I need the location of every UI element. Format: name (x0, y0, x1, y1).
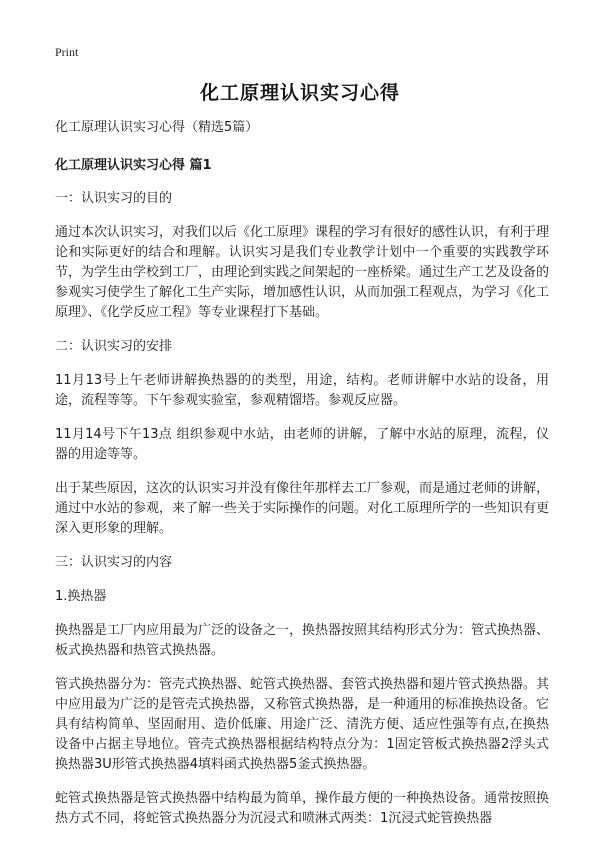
paragraph: 11月14号下午13点 组织参观中水站，由老师的讲解，了解中水站的原理，流程，仪器的用途等等。 (55, 427, 549, 462)
paragraph: 蛇管式换热器是管式换热器中结构最为简单，操作最方便的一种换热设备。通常按照换热方式不同，将蛇管式换热器分为沉浸式和喷淋式两类：1沉浸式蛇管换热器 (55, 791, 550, 826)
article-subtitle: 化工原理认识实习心得（精选5篇） (55, 120, 259, 135)
section-heading: 二：认识实习的安排 (55, 339, 173, 354)
section-title: 化工原理认识实习心得 篇1 (55, 158, 212, 173)
article-blocks (55, 189, 549, 829)
section-heading: 一：认识实习的目的 (55, 191, 173, 206)
section-heading: 1.换热器 (55, 589, 107, 604)
paragraph: 通过本次认识实习，对我们以后《化工原理》课程的学习有很好的感性认识，有利于理论和实际更好的结合和理解。认识实习是我们专业教学计划中一个重要的实践教学环节，为学生由学校到工厂，由理论到实践之间架起的一座桥梁。通过生产工艺及设备的参观实习使学生了解化工生产实际，增加感性认识，从而加强工程观点，为学习《化工原理》、《化学反应工程》等专业课程打下基础。 (55, 225, 550, 320)
paragraph: 11月13号上午老师讲解换热器的的类型，用途，结构。老师讲解中水站的设备，用途，流程等等。下午参观实验室，参观精馏塔。参观反应器。 (55, 373, 549, 408)
section-heading: 三：认识实习的内容 (55, 555, 173, 570)
article-body (55, 118, 549, 843)
paragraph: 管式换热器分为：管壳式换热器、蛇管式换热器、套管式换热器和翅片管式换热器。其中应用最为广泛的是管壳式换热器，又称管式换热器，是一种通用的标准换热设备。它具有结构简单、坚固耐用、造价低廉、用途广泛、清洗方便、适应性强等有点,在换热设备中占据主导地位。管壳式换热器根据结构特点分为：1固定管板式换热器2浮头式换热器3U形管式换热器4填料函式换热器5釜式换热器。 (55, 677, 550, 772)
paragraph: 出于某些原因，这次的认识实习并没有像往年那样去工厂参观，而是通过老师的讲解，通过中水站的参观，来了解一些关于实际操作的问题。对化工原理所学的一些知识有更深入更形象的理解。 (55, 481, 550, 536)
page-title: 化工原理认识实习心得 (199, 82, 400, 104)
print-link[interactable]: Print (55, 45, 79, 59)
paragraph: 换热器是工厂内应用最为广泛的设备之一，换热器按照其结构形式分为：管式换热器、板式换热器和热管式换热器。 (55, 623, 550, 658)
